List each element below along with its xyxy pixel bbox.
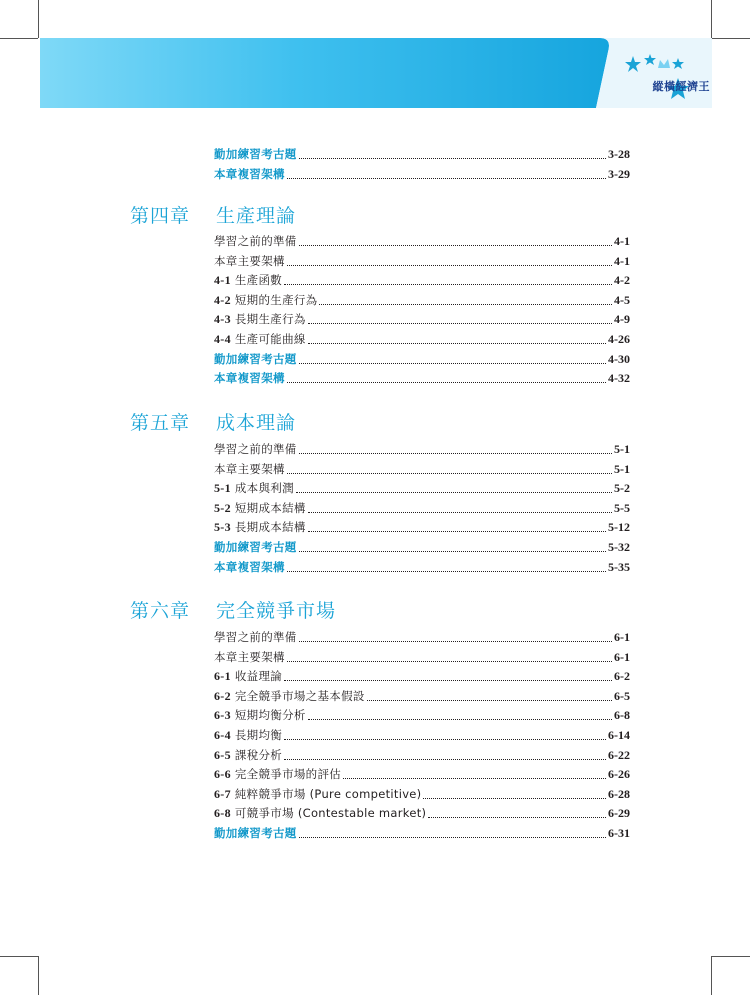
toc-entry[interactable] [214, 805, 630, 823]
section-number: 6-7 [214, 786, 231, 801]
dot-leader [299, 354, 606, 364]
toc-entry[interactable] [214, 519, 630, 537]
section-title: 本章主要架構 [214, 253, 285, 268]
toc-entry[interactable] [214, 146, 630, 164]
section-title: 長期生產行為 [234, 312, 306, 327]
dot-leader [299, 236, 612, 246]
page-number: 5-12 [608, 520, 630, 535]
dot-leader [308, 522, 606, 532]
dot-leader [308, 314, 612, 324]
toc-entry[interactable] [214, 331, 630, 349]
toc-entry-label [214, 500, 306, 516]
toc-entry-label [214, 253, 285, 269]
toc-entry[interactable] [214, 668, 630, 686]
toc-entry[interactable] [214, 629, 630, 647]
section-title: 長期均衡 [234, 728, 283, 742]
toc-entry-label [214, 805, 426, 821]
toc-entry[interactable] [214, 825, 630, 843]
toc-entry-label [214, 766, 341, 782]
toc-entry[interactable] [214, 253, 630, 271]
chapter-number: 第六章 [130, 600, 191, 622]
chapter-heading[interactable] [130, 408, 296, 435]
page-number: 6-31 [608, 826, 630, 840]
crop-mark [38, 0, 39, 38]
toc-entry-label [214, 539, 297, 555]
crop-mark [712, 38, 750, 39]
dot-leader [287, 652, 612, 662]
page-number: 5-35 [608, 559, 630, 574]
section-title: 課稅分析 [234, 747, 283, 762]
dot-leader [296, 483, 612, 493]
dot-leader [428, 808, 606, 818]
section-number: 6-6 [214, 767, 231, 782]
dot-leader [308, 710, 612, 720]
section-title: 生產函數 [234, 273, 283, 288]
toc-entry-label [214, 292, 317, 308]
dot-leader [284, 730, 606, 740]
section-number: 6-8 [214, 806, 231, 821]
crop-mark [712, 956, 750, 957]
dot-leader [367, 691, 612, 701]
page-number: 5-1 [614, 461, 630, 476]
toc-entry-label [214, 747, 282, 763]
dot-leader [423, 789, 606, 799]
section-title: 短期的生產行為 [234, 292, 318, 307]
section-title: 本章複習架構 [214, 371, 285, 386]
section-title: 可競爭市場 (Contestable market) [234, 806, 427, 821]
page-number: 6-28 [608, 786, 630, 801]
toc-entry[interactable] [214, 351, 630, 369]
page-number: 4-2 [614, 273, 630, 288]
dot-leader [343, 769, 606, 779]
toc-entry-label [214, 825, 297, 841]
toc-entry[interactable] [214, 786, 630, 804]
dot-leader [287, 373, 606, 383]
page-number: 3-29 [608, 166, 630, 181]
section-title: 學習之前的準備 [214, 234, 297, 248]
toc-entry-label [214, 351, 297, 367]
toc-entry[interactable] [214, 727, 630, 745]
section-number: 4-1 [214, 273, 231, 288]
dot-leader [284, 671, 612, 681]
toc-entry-label [214, 311, 306, 327]
dot-leader [284, 275, 612, 285]
section-title: 生產可能曲線 [234, 332, 306, 346]
page-number: 6-1 [614, 649, 630, 664]
section-number: 4-3 [214, 312, 231, 327]
toc-entry-label [214, 233, 297, 249]
toc-entry[interactable] [214, 441, 630, 459]
chapter-title: 完全競爭市場 [216, 600, 337, 622]
chapter-number: 第五章 [130, 412, 191, 434]
toc-entry-label [214, 786, 421, 802]
section-title: 本章複習架構 [214, 166, 285, 181]
page-number: 6-14 [608, 728, 630, 742]
page-number: 4-9 [614, 312, 630, 327]
toc-entry-label [214, 331, 306, 347]
crop-mark [0, 956, 38, 957]
section-title: 勤加練習考古題 [214, 351, 297, 366]
page-number: 6-5 [614, 688, 630, 703]
toc-entry[interactable] [214, 461, 630, 479]
dot-leader [287, 464, 612, 474]
chapter-title: 生產理論 [216, 205, 297, 227]
toc-entry[interactable] [214, 649, 630, 667]
crop-mark [38, 956, 39, 995]
section-title: 完全競爭市場之基本假設 [234, 688, 365, 703]
toc-entry-label [214, 480, 294, 496]
section-title: 本章複習架構 [214, 559, 285, 574]
dot-leader [287, 256, 612, 266]
page-number: 5-32 [608, 540, 630, 554]
page-number: 6-29 [608, 806, 630, 821]
dot-leader [308, 503, 612, 513]
toc-entry[interactable] [214, 272, 630, 290]
toc-entry[interactable] [214, 688, 630, 706]
brand-logo-text: 縱橫經濟王 [652, 80, 710, 93]
toc-entry[interactable] [214, 500, 630, 518]
section-number: 6-1 [214, 669, 231, 684]
crop-mark [711, 956, 712, 995]
section-number: 5-3 [214, 520, 231, 535]
page-number: 6-2 [614, 669, 630, 684]
section-title: 本章主要架構 [214, 461, 285, 476]
toc-entry-label [214, 166, 285, 182]
section-title: 長期成本結構 [234, 520, 306, 535]
toc-entry[interactable] [214, 370, 630, 388]
toc-entry[interactable] [214, 233, 630, 251]
dot-leader [299, 632, 612, 642]
toc-entry-label [214, 461, 285, 477]
chapter-title: 成本理論 [216, 412, 297, 434]
section-title: 成本與利潤 [234, 481, 294, 496]
dot-leader [299, 828, 606, 838]
page-number: 4-5 [614, 292, 630, 307]
chapter-heading[interactable] [130, 201, 296, 228]
toc-entry[interactable] [214, 480, 630, 498]
toc-entry[interactable] [214, 707, 630, 725]
toc-entry-label [214, 668, 282, 684]
toc-entry-label [214, 519, 306, 535]
page-number: 4-30 [608, 351, 630, 366]
page-number: 6-22 [608, 747, 630, 762]
section-title: 學習之前的準備 [214, 630, 297, 644]
header-banner [40, 38, 712, 108]
page-number: 4-1 [614, 253, 630, 268]
page-number: 4-32 [608, 371, 630, 386]
toc-entry-label [214, 629, 297, 645]
toc-entry[interactable] [214, 539, 630, 557]
page-number: 4-1 [614, 234, 630, 248]
dot-leader [299, 444, 612, 454]
toc-entry-label [214, 688, 365, 704]
page-number: 5-5 [614, 500, 630, 515]
toc-entry-label [214, 727, 282, 743]
toc-entry[interactable] [214, 766, 630, 784]
dot-leader [284, 750, 606, 760]
section-number: 4-4 [214, 332, 231, 346]
toc-entry-label [214, 146, 297, 162]
page-number: 5-1 [614, 442, 630, 456]
page-number: 5-2 [614, 481, 630, 496]
toc-entry[interactable] [214, 747, 630, 765]
section-number: 5-2 [214, 500, 231, 515]
toc-entry-label [214, 559, 285, 575]
section-number: 6-5 [214, 747, 231, 762]
page-number: 4-26 [608, 332, 630, 346]
section-title: 純粹競爭市場 (Pure competitive) [234, 786, 422, 801]
section-number: 5-1 [214, 481, 231, 496]
chapter-number: 第四章 [130, 205, 191, 227]
section-title: 學習之前的準備 [214, 442, 297, 456]
section-number: 4-2 [214, 292, 231, 307]
toc-entry-label [214, 707, 306, 723]
toc-entry[interactable] [214, 311, 630, 329]
dot-leader [299, 149, 606, 159]
page-number: 6-1 [614, 630, 630, 644]
section-title: 勤加練習考古題 [214, 540, 297, 554]
toc-entry[interactable] [214, 559, 630, 577]
section-number: 6-4 [214, 728, 231, 742]
toc-entry[interactable] [214, 166, 630, 184]
dot-leader [319, 295, 612, 305]
page-number: 6-8 [614, 708, 630, 723]
toc-entry-label [214, 649, 285, 665]
crop-mark [0, 38, 38, 39]
section-title: 本章主要架構 [214, 649, 285, 664]
page-number: 3-28 [608, 147, 630, 161]
toc-entry[interactable] [214, 292, 630, 310]
dot-leader [287, 169, 606, 179]
page-number: 6-26 [608, 767, 630, 782]
dot-leader [299, 542, 606, 552]
dot-leader [287, 562, 606, 572]
chapter-heading[interactable] [130, 596, 336, 623]
crop-mark [711, 0, 712, 38]
section-title: 勤加練習考古題 [214, 147, 297, 161]
dot-leader [308, 334, 606, 344]
section-title: 完全競爭市場的評估 [234, 767, 342, 782]
section-title: 短期均衡分析 [234, 708, 306, 723]
section-number: 6-3 [214, 708, 231, 723]
toc-entry-label [214, 370, 285, 386]
section-title: 收益理論 [234, 669, 283, 684]
section-title: 短期成本結構 [234, 500, 306, 515]
toc-entry-label [214, 441, 297, 457]
section-number: 6-2 [214, 688, 231, 703]
toc-entry-label [214, 272, 282, 288]
section-title: 勤加練習考古題 [214, 826, 297, 840]
